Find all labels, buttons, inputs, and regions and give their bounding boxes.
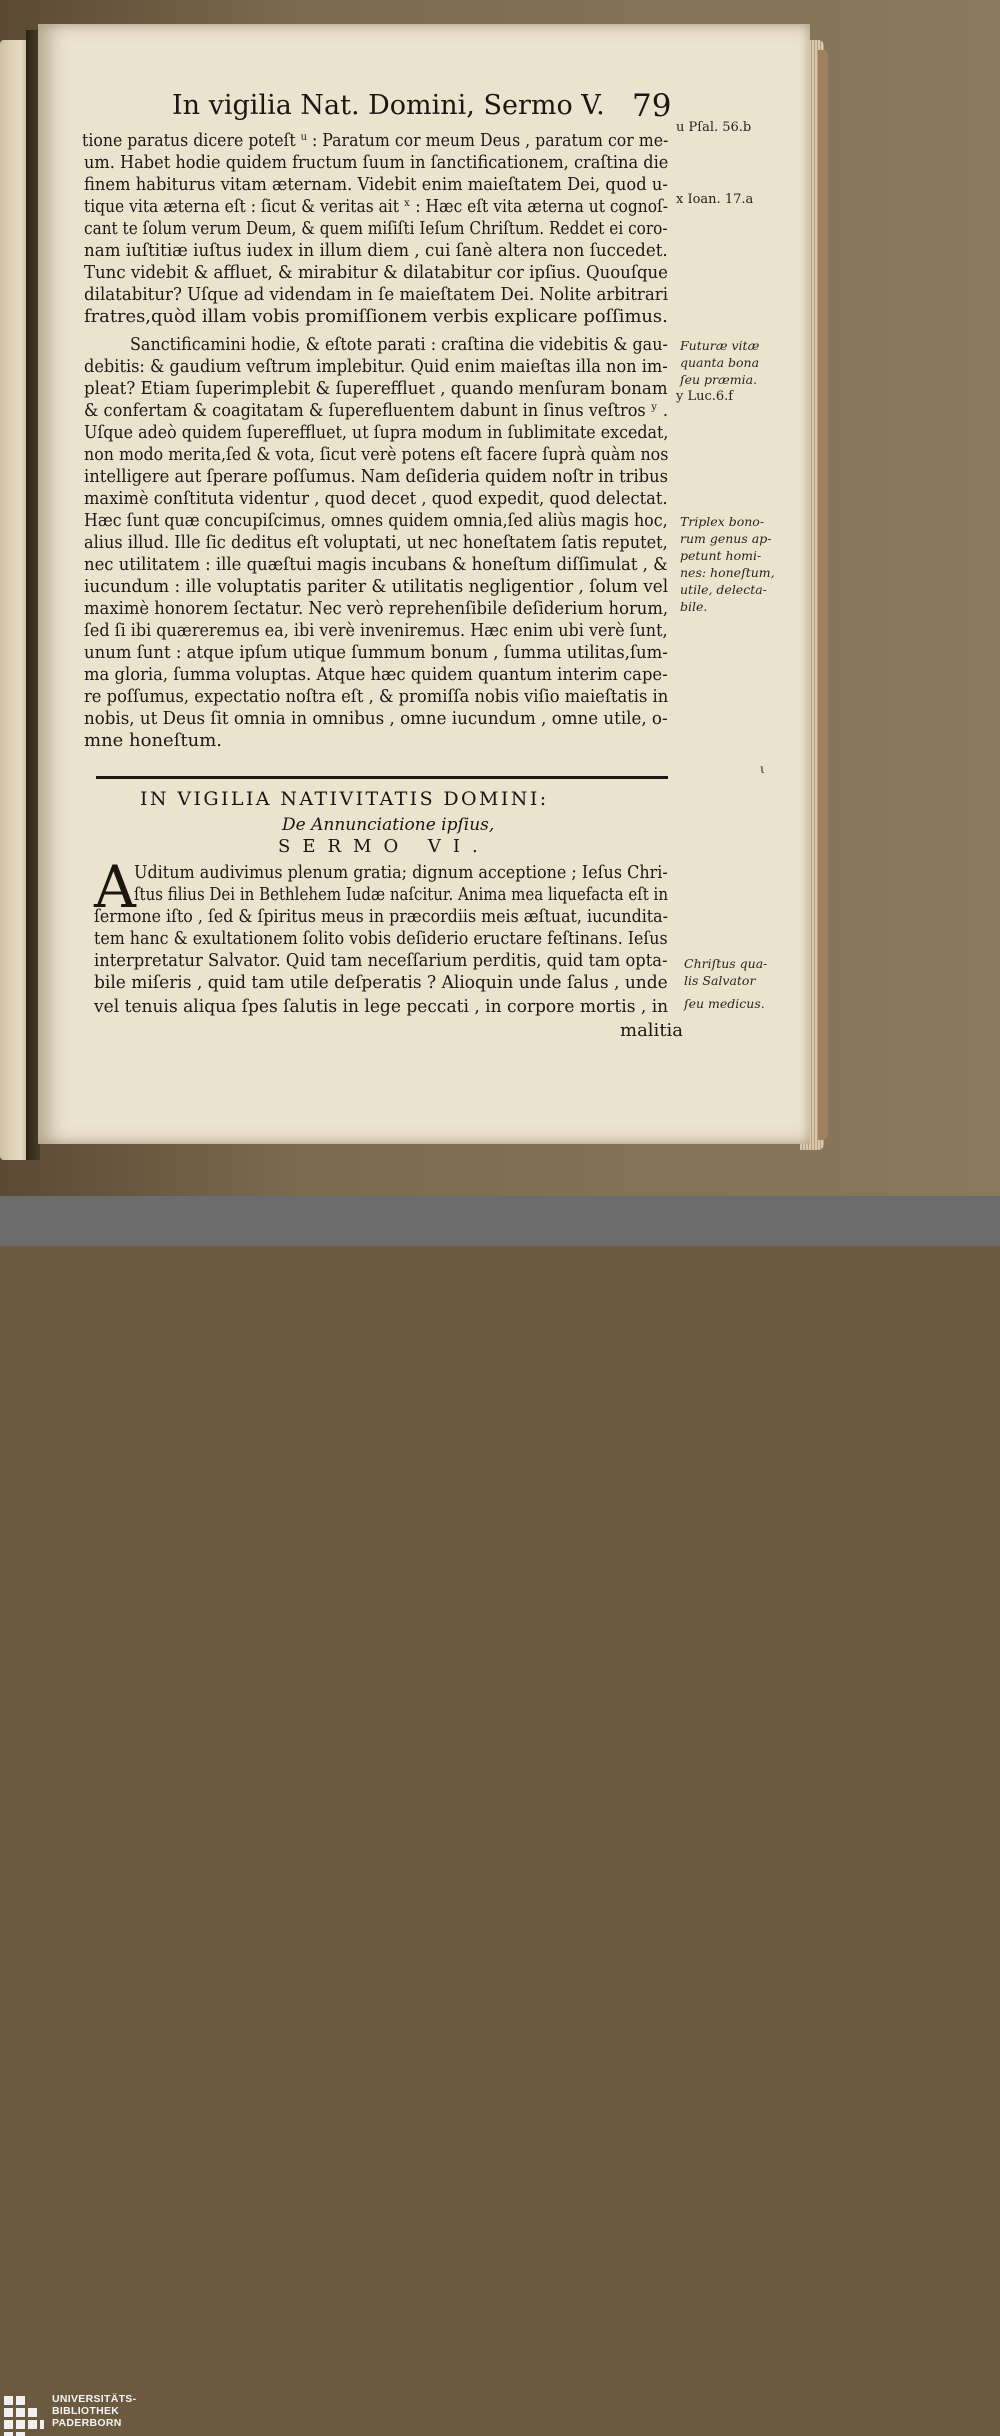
footer-bar <box>0 1196 1000 2429</box>
section-rule <box>96 776 668 779</box>
cover-edge <box>818 50 828 1140</box>
page-number: 79 <box>632 88 672 124</box>
body-line: cant te ſolum verum Deum, & quem miſiſti Ieſum Chriſtum. Reddet ei coro- <box>84 218 668 239</box>
margin-note: y Luc.6.f <box>676 389 734 404</box>
body-line: pleat? Etiam ſuperimplebit & ſupereffluet , quando menſuram bonam <box>84 378 668 399</box>
section-heading: IN VIGILIA NATIVITATIS DOMINI: <box>140 788 549 810</box>
margin-note: x Ioan. 17.a <box>676 192 754 207</box>
book-scan <box>0 0 1000 1196</box>
body-line: re poſſumus, expectatio noſtra eſt , & promiſſa nobis viſio maieſtatis in <box>84 686 669 707</box>
body-line: nam iuſtitiæ iuſtus iudex in illum diem , cui ſanè altera non ſuccedet. <box>84 240 668 261</box>
margin-note: nes: honeſtum, <box>680 565 775 580</box>
margin-note: u Pſal. 56.b <box>676 120 752 135</box>
body-line: um. Habet hodie quidem fructum ſuum in ſanctificationem, craſtina die <box>84 152 669 173</box>
body-line: nec utilitatem : ille quæſtui magis incubans & honeſtum diſſimulat , & <box>84 554 668 575</box>
body-line: dilatabitur? Uſque ad videndam in ſe maieſtatem Dei. Nolite arbitrari <box>84 284 669 305</box>
sermon-line: tem hanc & exultationem ſolito vobis deſiderio eructare feſtinans. Ieſus <box>94 928 668 949</box>
sermon-line: interpretatur Salvator. Quid tam neceſſarium perditis, quid tam opta- <box>94 950 668 971</box>
body-line: Sanctificamini hodie, & eſtote parati : craſtina die videbitis & gau- <box>130 334 668 355</box>
margin-note: quanta bona <box>680 355 760 370</box>
margin-note: ſeu medicus. <box>684 996 765 1011</box>
body-line: Hæc ſunt quæ concupiſcimus, omnes quidem omnia,ſed aliùs magis hoc, <box>84 510 668 531</box>
sermon-line: ſtus filius Dei in Bethlehem Iudæ naſcitur. Anima mea liquefacta eſt in <box>134 884 668 905</box>
body-line: maximè conſtituta videntur , quod decet , quod expedit, quod delectat. <box>84 488 668 509</box>
library-name <box>52 2393 136 2429</box>
body-line: ſed ſi ibi quæreremus ea, ibi verè inveniremus. Hæc enim ubi verè ſunt, <box>84 620 668 641</box>
body-line: intelligere aut ſperare poſſumus. Nam deſideria quidem noſtr in tribus <box>84 466 669 487</box>
body-line: finem habiturus vitam æternam. Videbit enim maieſtatem Dei, quod u- <box>84 174 668 195</box>
margin-note: Chriſtus qua- <box>684 956 768 971</box>
body-line: Tunc videbit & affluet, & mirabitur & dilatabitur cor ipſius. Quouſque <box>84 262 668 283</box>
catchword: malitia <box>620 1020 684 1041</box>
drop-cap: A <box>94 853 136 921</box>
margin-note: petunt homi- <box>680 548 762 563</box>
body-line: tione paratus dicere poteſt ᵘ : Paratum cor meum Deus , paratum cor me- <box>82 130 669 151</box>
running-head: In vigilia Nat. Domini, Sermo V. <box>172 90 605 121</box>
library-line: PADERBORN <box>52 2417 122 2429</box>
body-line: ma gloria, ſumma voluptas. Atque hæc quidem quantum interim cape- <box>84 664 668 685</box>
sermon-line: vel tenuis aliqua ſpes ſalutis in lege peccati , in corpore mortis , in <box>94 996 669 1017</box>
library-line: BIBLIOTHEK <box>52 2405 120 2417</box>
sermon-line: bile miſeris , quid tam utile deſperatis ? Alioquin unde ſalus , unde <box>94 972 668 993</box>
stray-mark: ι <box>760 762 765 776</box>
library-line: UNIVERSITÄTS- <box>52 2393 137 2405</box>
section-subheading: De Annunciatione ipſius, <box>282 815 495 835</box>
sermon-number: SERMO VI. <box>278 836 490 857</box>
body-line: alius illud. Ille ſic deditus eſt voluptati, ut nec honeſtatem ſatis reputet, <box>84 532 668 553</box>
body-line: non modo merita,ſed & vota, ſicut verè potens eſt facere ſuprà quàm nos <box>84 444 669 465</box>
body-line: unum ſunt : atque ipſum utique ſummum bonum , ſumma utilitas,ſum- <box>84 642 668 663</box>
body-line: Uſque adeò quidem ſupereffluet, ut ſupra modum in ſublimitate excedat, <box>84 422 669 443</box>
body-line: & confertam & coagitatam & ſuperefluentem dabunt in ſinus veſtros ʸ . <box>84 400 669 421</box>
sermon-line: ſermone iſto , ſed & ſpiritus meus in præcordiis meis æſtuat, iucundita- <box>94 906 668 927</box>
body-line: nobis, ut Deus ſit omnia in omnibus , omne iucundum , omne utile, o- <box>84 708 668 729</box>
margin-note: Triplex bono- <box>680 514 765 529</box>
margin-note: utile, delecta- <box>680 582 767 597</box>
margin-note: ſeu præmia. <box>680 372 758 387</box>
margin-note: Futuræ vitæ <box>680 338 760 353</box>
body-line: maximè honorem ſectatur. Nec verò reprehenſibile deſiderium horum, <box>84 598 669 619</box>
body-line: tique vita æterna eſt : ſicut & veritas ait ˣ : Hæc eſt vita æterna ut cognoſ- <box>84 196 668 217</box>
body-line: mne honeſtum. <box>84 730 222 751</box>
margin-note: lis Salvator <box>684 973 756 988</box>
body-line: fratres,quòd illam vobis promiſſionem verbis explicare poſſimus. <box>84 306 668 327</box>
margin-note: rum genus ap- <box>680 531 772 546</box>
sermon-line: Uditum audivimus plenum gratia; dignum acceptione ; Ieſus Chri- <box>134 862 668 883</box>
margin-note: bile. <box>680 599 708 614</box>
library-logo-icon <box>4 2396 44 2436</box>
body-line: iucundum : ille voluptatis pariter & utilitatis negligentior , ſolum vel <box>84 576 669 597</box>
body-line: debitis: & gaudium veſtrum implebitur. Quid enim maieſtas illa non im- <box>84 356 668 377</box>
